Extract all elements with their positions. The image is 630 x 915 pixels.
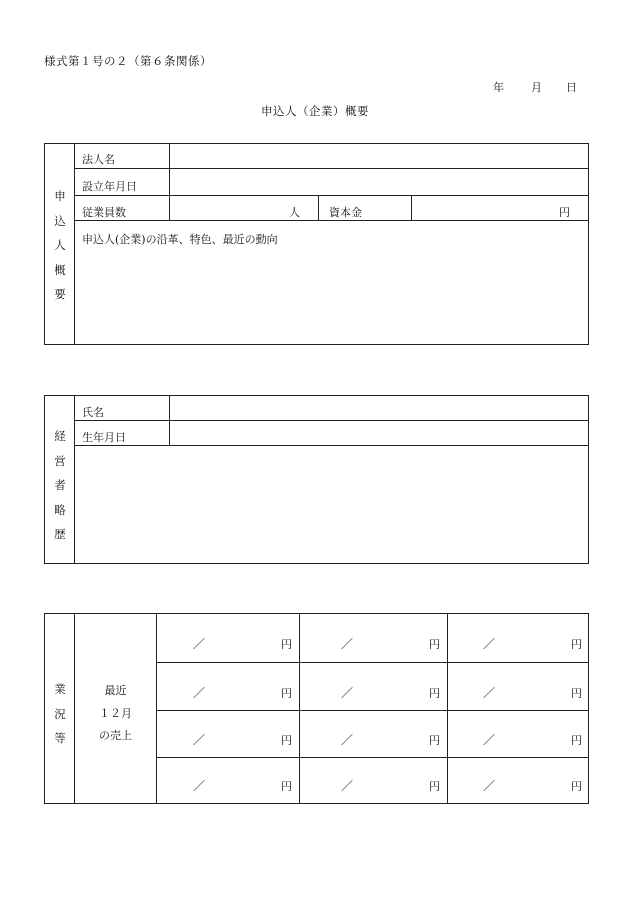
sales-label: 最近 １２月 の売上 xyxy=(99,684,132,742)
yen-unit: 円 xyxy=(281,780,292,793)
date-slash: ／ xyxy=(483,686,496,700)
date-day-label: 日 xyxy=(566,81,577,94)
history-label: 申込人(企業)の沿革、特色、最近の動向 xyxy=(82,233,278,246)
date-slash: ／ xyxy=(193,686,206,700)
yen-unit: 円 xyxy=(571,734,582,747)
manager-name-field[interactable] xyxy=(170,396,588,420)
manager-career-field[interactable] xyxy=(75,446,588,563)
capital-unit: 円 xyxy=(559,206,570,219)
yen-unit: 円 xyxy=(281,638,292,651)
manager-career-table xyxy=(44,395,589,564)
manager-side-label: 経 営 者 略 歴 xyxy=(54,429,66,541)
yen-unit: 円 xyxy=(429,734,440,747)
manager-birth-field[interactable] xyxy=(170,421,588,445)
yen-unit: 円 xyxy=(281,687,292,700)
applicant-overview-table xyxy=(44,143,589,345)
date-slash: ／ xyxy=(193,733,206,747)
yen-unit: 円 xyxy=(571,638,582,651)
yen-unit: 円 xyxy=(571,687,582,700)
manager-name-label: 氏名 xyxy=(82,406,104,419)
date-slash: ／ xyxy=(483,779,496,793)
date-slash: ／ xyxy=(193,779,206,793)
yen-unit: 円 xyxy=(429,780,440,793)
form-number: 様式第１号の２（第６条関係） xyxy=(44,54,212,68)
yen-unit: 円 xyxy=(429,638,440,651)
date-slash: ／ xyxy=(341,779,354,793)
date-year-label: 年 xyxy=(493,81,504,94)
date-slash: ／ xyxy=(341,686,354,700)
corp-name-field[interactable] xyxy=(170,144,588,168)
employees-label: 従業員数 xyxy=(82,206,126,219)
yen-unit: 円 xyxy=(429,687,440,700)
date-slash: ／ xyxy=(193,637,206,651)
applicant-side-label: 申 込 人 概 要 xyxy=(54,189,66,301)
date-slash: ／ xyxy=(341,637,354,651)
date-slash: ／ xyxy=(341,733,354,747)
founded-date-label: 設立年月日 xyxy=(82,180,137,193)
corp-name-label: 法人名 xyxy=(82,153,115,166)
capital-label: 資本金 xyxy=(329,206,362,219)
date-slash: ／ xyxy=(483,637,496,651)
employees-unit: 人 xyxy=(289,206,300,219)
date-slash: ／ xyxy=(483,733,496,747)
date-month-label: 月 xyxy=(531,81,542,94)
business-status-table xyxy=(44,613,589,804)
business-side-label: 業 況 等 xyxy=(54,682,66,745)
founded-date-field[interactable] xyxy=(170,169,588,195)
manager-birth-label: 生年月日 xyxy=(82,431,126,444)
yen-unit: 円 xyxy=(571,780,582,793)
page-title: 申込人（企業）概要 xyxy=(261,104,369,118)
yen-unit: 円 xyxy=(281,734,292,747)
history-field[interactable] xyxy=(75,244,588,344)
